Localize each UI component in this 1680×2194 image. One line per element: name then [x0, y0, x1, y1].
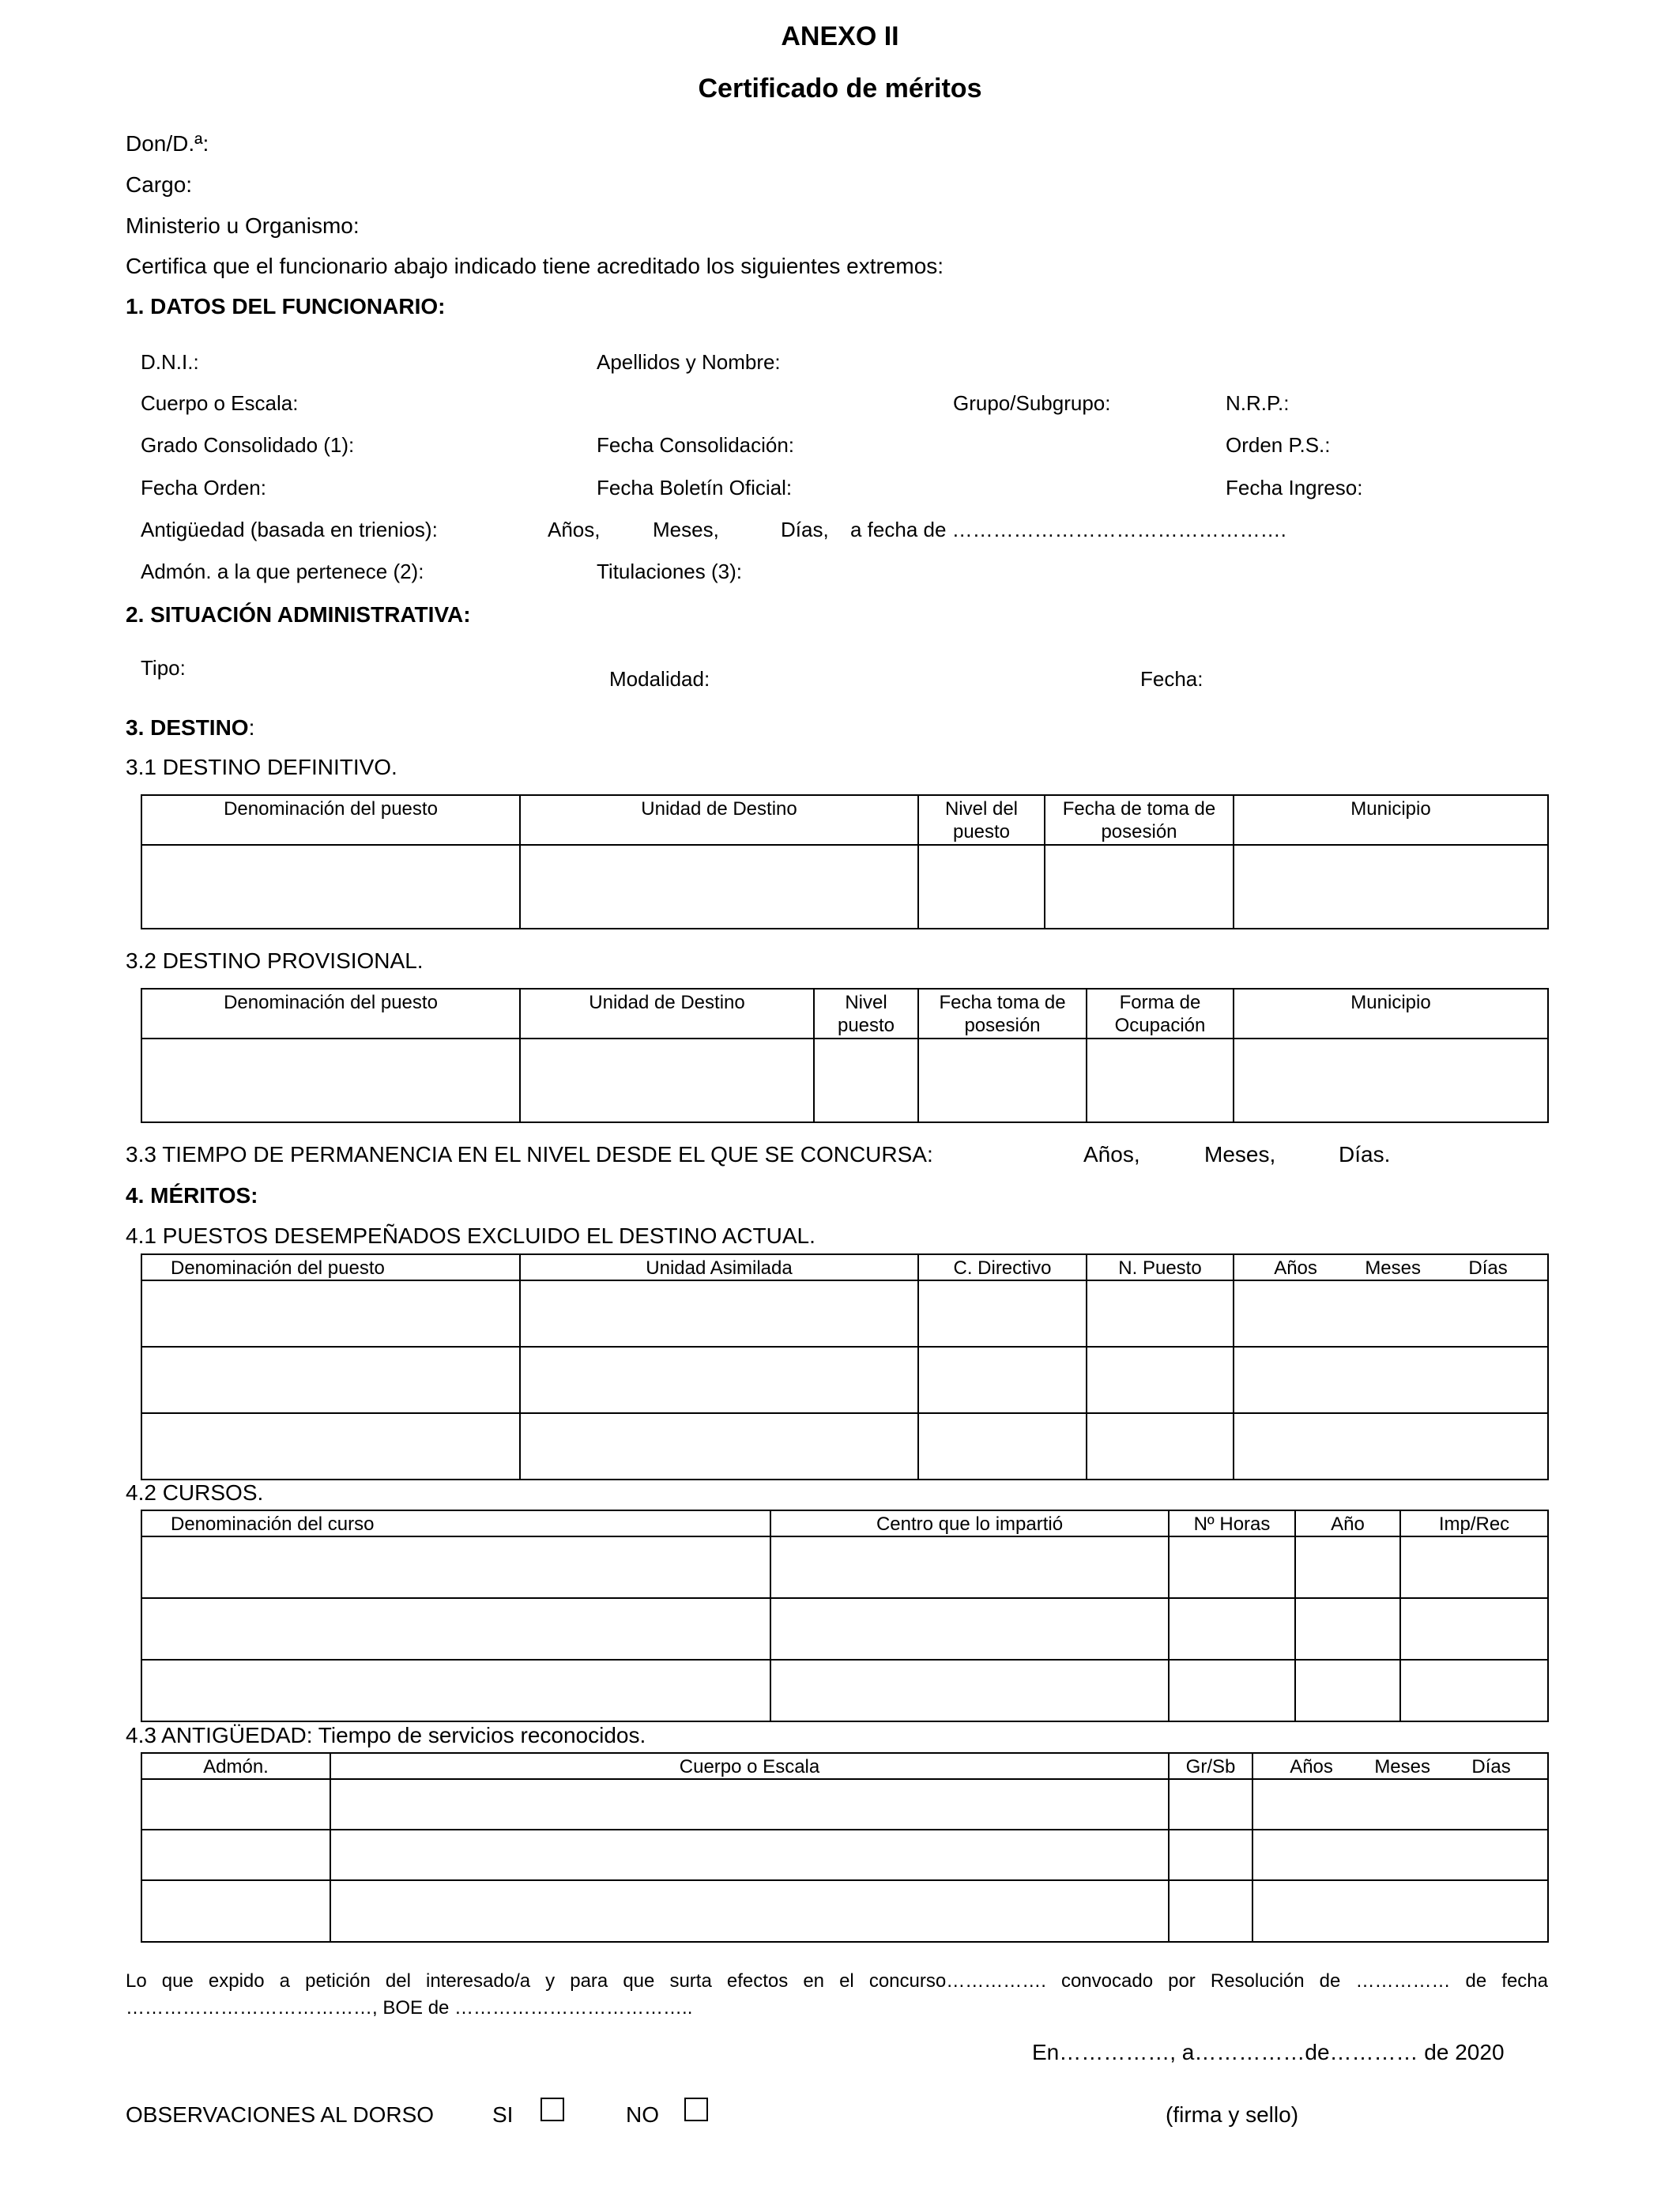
col-admon: Admón.	[141, 1753, 330, 1779]
expido-text: Lo que expido a petición del interesado/a y para que surta efectos en el concurso……………. convocado por Resolución de …………… de fecha …………………………………, BOE de ………………………………..	[126, 1970, 1548, 2019]
table-row	[141, 845, 1548, 929]
nrp-label: N.R.P.:	[1226, 391, 1290, 415]
tiempo-anos: Años,	[1083, 1142, 1140, 1167]
table-row	[141, 1660, 1548, 1721]
apellidos-label: Apellidos y Nombre:	[597, 350, 781, 374]
table-cell[interactable]	[141, 1039, 520, 1122]
table-cell[interactable]	[1400, 1536, 1548, 1598]
firma-sello-label: (firma y sello)	[1166, 2102, 1299, 2127]
table-cell[interactable]	[141, 1598, 770, 1660]
section3-heading	[126, 714, 254, 741]
col-gr-sb: Gr/Sb	[1169, 1753, 1252, 1779]
antiguedad-anos: Años,	[548, 518, 601, 541]
table-row	[141, 1830, 1548, 1880]
table-cell[interactable]	[141, 1536, 770, 1598]
admon-label: Admón. a la que pertenece (2):	[141, 560, 424, 583]
fecha-orden-label: Fecha Orden:	[141, 476, 266, 499]
col-nivel: Nivel puesto	[814, 989, 918, 1039]
no-label: NO	[626, 2102, 659, 2127]
section3-heading-text: 3. DESTINO	[126, 715, 249, 740]
antiguedad-table	[141, 1752, 1549, 1943]
table-cell[interactable]	[1087, 1347, 1234, 1413]
table-cell[interactable]	[520, 1280, 918, 1347]
col-n-puesto: N. Puesto	[1087, 1254, 1234, 1280]
col-denominacion: Denominación del puesto	[141, 1254, 520, 1280]
antiguedad-meses: Meses,	[653, 518, 719, 541]
table-row	[141, 1280, 1548, 1347]
table-cell[interactable]	[1234, 845, 1548, 929]
fecha-ingreso-label: Fecha Ingreso:	[1226, 476, 1363, 499]
table-cell[interactable]	[1169, 1880, 1252, 1942]
table-row	[141, 1413, 1548, 1480]
table-cell[interactable]	[141, 845, 520, 929]
table-cell[interactable]	[330, 1830, 1169, 1880]
puestos-heading: 4.1 PUESTOS DESEMPEÑADOS EXCLUIDO EL DESTINO ACTUAL.	[126, 1223, 816, 1248]
table-cell[interactable]	[520, 1347, 918, 1413]
table-cell[interactable]	[141, 1779, 330, 1830]
fecha-consolidacion-label: Fecha Consolidación:	[597, 433, 795, 457]
col-fecha-toma: Fecha de toma de posesión	[1045, 795, 1234, 845]
tiempo-meses: Meses,	[1204, 1142, 1276, 1167]
table-cell[interactable]	[1045, 845, 1234, 929]
antiguedad-fecha: a fecha de ………………………………………….	[850, 518, 1286, 541]
antiguedad-label: Antigüedad (basada en trienios):	[141, 518, 438, 541]
col-unidad-asimilada: Unidad Asimilada	[520, 1254, 918, 1280]
table-cell[interactable]	[1400, 1598, 1548, 1660]
table-cell[interactable]	[918, 1280, 1087, 1347]
col-denominacion: Denominación del puesto	[141, 989, 520, 1039]
section2-heading: 2. SITUACIÓN ADMINISTRATIVA:	[126, 602, 471, 627]
table-cell[interactable]	[1234, 1039, 1548, 1122]
table-cell[interactable]	[1169, 1660, 1295, 1721]
antiguedad-dias: Días,	[781, 518, 829, 541]
col-tiempo	[1252, 1753, 1548, 1779]
table-cell[interactable]	[1087, 1413, 1234, 1480]
col-unidad-destino: Unidad de Destino	[520, 795, 918, 845]
table-cell[interactable]	[770, 1660, 1169, 1721]
col-fecha-toma: Fecha toma de posesión	[918, 989, 1087, 1039]
table-cell[interactable]	[520, 1413, 918, 1480]
col-meses: Meses	[1365, 1257, 1421, 1279]
grupo-label: Grupo/Subgrupo:	[953, 391, 1111, 415]
grado-label: Grado Consolidado (1):	[141, 433, 355, 457]
table-cell[interactable]	[141, 1880, 330, 1942]
table-cell[interactable]	[1234, 1347, 1548, 1413]
annex-title: ANEXO II	[781, 21, 899, 51]
table-cell[interactable]	[1400, 1660, 1548, 1721]
certifica-text: Certifica que el funcionario abajo indicado tiene acreditado los siguientes extremos:	[126, 254, 944, 278]
table-cell[interactable]	[1252, 1779, 1548, 1830]
col-imp-rec: Imp/Rec	[1400, 1510, 1548, 1536]
tipo-label: Tipo:	[141, 656, 186, 680]
table-cell[interactable]	[770, 1536, 1169, 1598]
col-municipio: Municipio	[1234, 989, 1548, 1039]
col-municipio: Municipio	[1234, 795, 1548, 845]
puestos-table	[141, 1253, 1549, 1480]
destino-definitivo-heading: 3.1 DESTINO DEFINITIVO.	[126, 755, 397, 779]
table-row	[141, 1039, 1548, 1122]
table-cell[interactable]	[918, 1347, 1087, 1413]
table-cell[interactable]	[1087, 1280, 1234, 1347]
table-cell[interactable]	[1252, 1830, 1548, 1880]
don-label: Don/D.ª:	[126, 131, 209, 156]
ministerio-label: Ministerio u Organismo:	[126, 213, 360, 238]
table-row	[141, 1880, 1548, 1942]
col-dias: Días	[1468, 1257, 1508, 1279]
table-row	[141, 1779, 1548, 1830]
col-tiempo	[1234, 1254, 1548, 1280]
table-cell[interactable]	[918, 1413, 1087, 1480]
titulaciones-label: Titulaciones (3):	[597, 560, 742, 583]
table-cell[interactable]	[1169, 1830, 1252, 1880]
table-cell[interactable]	[1252, 1880, 1548, 1942]
destino-provisional-heading: 3.2 DESTINO PROVISIONAL.	[126, 948, 424, 973]
col-denominacion: Denominación del puesto	[141, 795, 520, 845]
table-cell[interactable]	[520, 1039, 814, 1122]
tiempo-dias: Días.	[1339, 1142, 1391, 1167]
tiempo-permanencia-label: 3.3 TIEMPO DE PERMANENCIA EN EL NIVEL DESDE EL QUE SE CONCURSA:	[126, 1142, 933, 1167]
fecha-boletin-label: Fecha Boletín Oficial:	[597, 476, 793, 499]
table-cell[interactable]	[141, 1830, 330, 1880]
table-cell[interactable]	[1295, 1536, 1400, 1598]
no-checkbox[interactable]	[684, 2098, 708, 2121]
si-checkbox[interactable]	[541, 2098, 564, 2121]
table-cell[interactable]	[1087, 1039, 1234, 1122]
table-cell[interactable]	[770, 1598, 1169, 1660]
table-cell[interactable]	[1169, 1779, 1252, 1830]
col-forma-ocupacion: Forma de Ocupación	[1087, 989, 1234, 1039]
orden-ps-label: Orden P.S.:	[1226, 433, 1331, 457]
table-cell[interactable]	[1234, 1280, 1548, 1347]
dni-label: D.N.I.:	[141, 350, 199, 374]
col-meses: Meses	[1374, 1756, 1430, 1777]
section4-heading: 4. MÉRITOS:	[126, 1183, 258, 1208]
table-cell[interactable]	[330, 1779, 1169, 1830]
antiguedad-heading: 4.3 ANTIGÜEDAD: Tiempo de servicios reconocidos.	[126, 1723, 646, 1747]
table-row	[141, 1598, 1548, 1660]
col-c-directivo: C. Directivo	[918, 1254, 1087, 1280]
table-cell[interactable]	[918, 1039, 1087, 1122]
cursos-heading: 4.2 CURSOS.	[126, 1480, 264, 1505]
table-cell[interactable]	[141, 1280, 520, 1347]
cursos-table	[141, 1510, 1549, 1722]
table-cell[interactable]	[1295, 1598, 1400, 1660]
table-cell[interactable]	[1169, 1598, 1295, 1660]
modalidad-label: Modalidad:	[609, 667, 710, 691]
section1-heading: 1. DATOS DEL FUNCIONARIO:	[126, 294, 446, 319]
table-row	[141, 1347, 1548, 1413]
col-dias: Días	[1471, 1756, 1511, 1777]
observaciones-label: OBSERVACIONES AL DORSO	[126, 2102, 435, 2127]
col-denominacion-curso: Denominación del curso	[141, 1510, 770, 1536]
destino-provisional-table	[141, 988, 1549, 1123]
table-cell[interactable]	[814, 1039, 918, 1122]
table-cell[interactable]	[330, 1880, 1169, 1942]
destino-definitivo-table	[141, 794, 1549, 929]
document-title: Certificado de méritos	[698, 74, 982, 104]
lugar-fecha: En……………, a……………de………… de 2020	[1032, 2040, 1505, 2064]
table-cell[interactable]	[918, 845, 1045, 929]
table-cell[interactable]	[1295, 1660, 1400, 1721]
col-ano: Año	[1295, 1510, 1400, 1536]
col-horas: Nº Horas	[1169, 1510, 1295, 1536]
section3-heading-colon: :	[248, 715, 255, 740]
col-unidad-destino: Unidad de Destino	[520, 989, 814, 1039]
table-cell[interactable]	[1234, 1413, 1548, 1480]
fecha-label: Fecha:	[1140, 667, 1203, 691]
col-centro: Centro que lo impartió	[770, 1510, 1169, 1536]
table-cell[interactable]	[141, 1413, 520, 1480]
table-cell[interactable]	[520, 845, 918, 929]
col-nivel: Nivel del puesto	[918, 795, 1045, 845]
table-row	[141, 1536, 1548, 1598]
col-cuerpo-escala: Cuerpo o Escala	[330, 1753, 1169, 1779]
si-label: SI	[492, 2102, 514, 2127]
table-cell[interactable]	[141, 1347, 520, 1413]
col-anos: Años	[1274, 1257, 1317, 1279]
cargo-label: Cargo:	[126, 172, 193, 197]
col-anos: Años	[1290, 1756, 1333, 1777]
table-cell[interactable]	[1169, 1536, 1295, 1598]
table-cell[interactable]	[141, 1660, 770, 1721]
cuerpo-label: Cuerpo o Escala:	[141, 391, 299, 415]
